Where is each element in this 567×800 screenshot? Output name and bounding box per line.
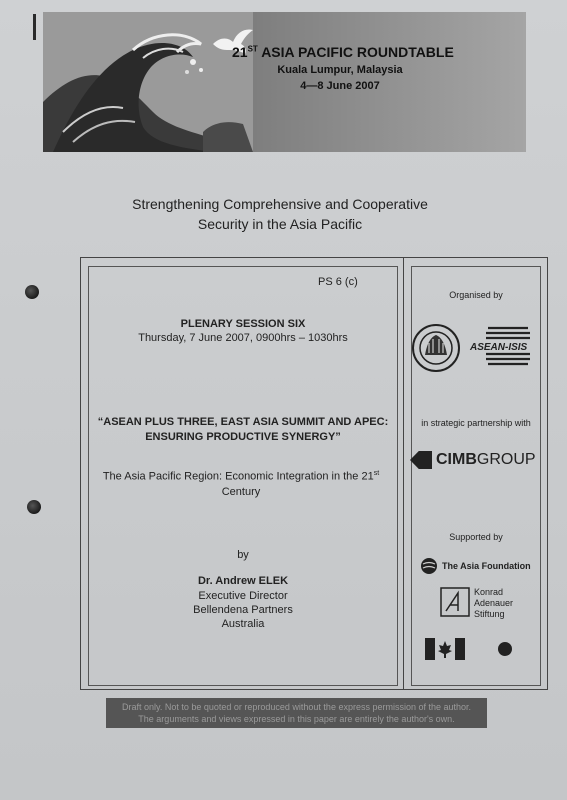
paper-subtitle-line-1: The Asia Pacific Region: Economic Integration in the 21 <box>102 470 374 483</box>
session-title: PLENARY SESSION SIX <box>180 318 306 330</box>
paper-subtitle-sup: st <box>373 470 380 477</box>
event-name: ASIA PACIFIC ROUNDTABLE <box>261 44 454 60</box>
theme-line-1: Strengthening Comprehensive and Cooperative <box>132 196 428 212</box>
cimb-mark-icon <box>410 451 432 469</box>
isis-malaysia-logo <box>411 323 461 373</box>
asia-foundation-icon <box>420 557 438 575</box>
asean-isis-wordmark: ASEAN-ISIS <box>470 342 528 353</box>
paper-subtitle-line-2: Century <box>221 485 261 498</box>
disclaimer-line-1: Draft only. Not to be quoted or reproduced without the express permission of the author. <box>121 702 472 712</box>
disclaimer-line-2: The arguments and views expressed in this paper are entirely the author's own. <box>138 714 455 724</box>
kas-name <box>474 587 513 620</box>
event-location: Kuala Lumpur, Malaysia <box>277 64 403 76</box>
conference-theme <box>60 194 500 234</box>
disclaimer-notice <box>106 698 487 728</box>
supported-by-label: Supported by <box>449 532 503 542</box>
organised-by-label: Organised by <box>449 290 503 300</box>
paper-title-line-2: ENSURING PRODUCTIVE SYNERGY” <box>145 431 341 443</box>
cimb-wordmark-rest: GROUP <box>476 451 536 468</box>
punch-hole-lower <box>27 500 41 514</box>
paper-title <box>88 415 398 445</box>
cimb-wordmark-bold: CIMB <box>436 451 477 468</box>
kas-line-3: Stiftung <box>474 609 505 619</box>
asia-foundation-name: The Asia Foundation <box>442 561 531 571</box>
japan-flag-icon <box>497 641 513 657</box>
binding-mark <box>33 14 36 40</box>
paper-code: PS 6 (c) <box>318 276 358 288</box>
author-role: Executive Director <box>198 590 288 602</box>
theme-line-2: Security in the Asia Pacific <box>197 216 363 232</box>
kas-line-2: Adenauer <box>474 598 514 608</box>
cimb-group-logo <box>410 448 542 472</box>
author-name: Dr. Andrew ELEK <box>197 575 289 587</box>
session-datetime: Thursday, 7 June 2007, 0900hrs – 1030hrs <box>138 332 348 344</box>
kas-logo-icon <box>440 587 470 617</box>
event-title <box>232 44 492 60</box>
edition-number: 21 <box>232 44 248 60</box>
kas-line-1: Konrad <box>474 587 504 597</box>
paper-title-line-1: “ASEAN PLUS THREE, EAST ASIA SUMMIT AND APEC: <box>97 416 389 428</box>
canada-flag-icon <box>425 638 465 660</box>
partnership-label: in strategic partnership with <box>421 418 531 428</box>
author-organisation: Bellendena Partners <box>193 604 293 616</box>
author-country: Australia <box>221 618 265 630</box>
edition-suffix: ST <box>247 44 258 54</box>
event-dates: 4—8 June 2007 <box>300 80 380 92</box>
paper-subtitle <box>96 466 386 500</box>
by-label: by <box>237 549 249 561</box>
punch-hole-upper <box>25 285 39 299</box>
